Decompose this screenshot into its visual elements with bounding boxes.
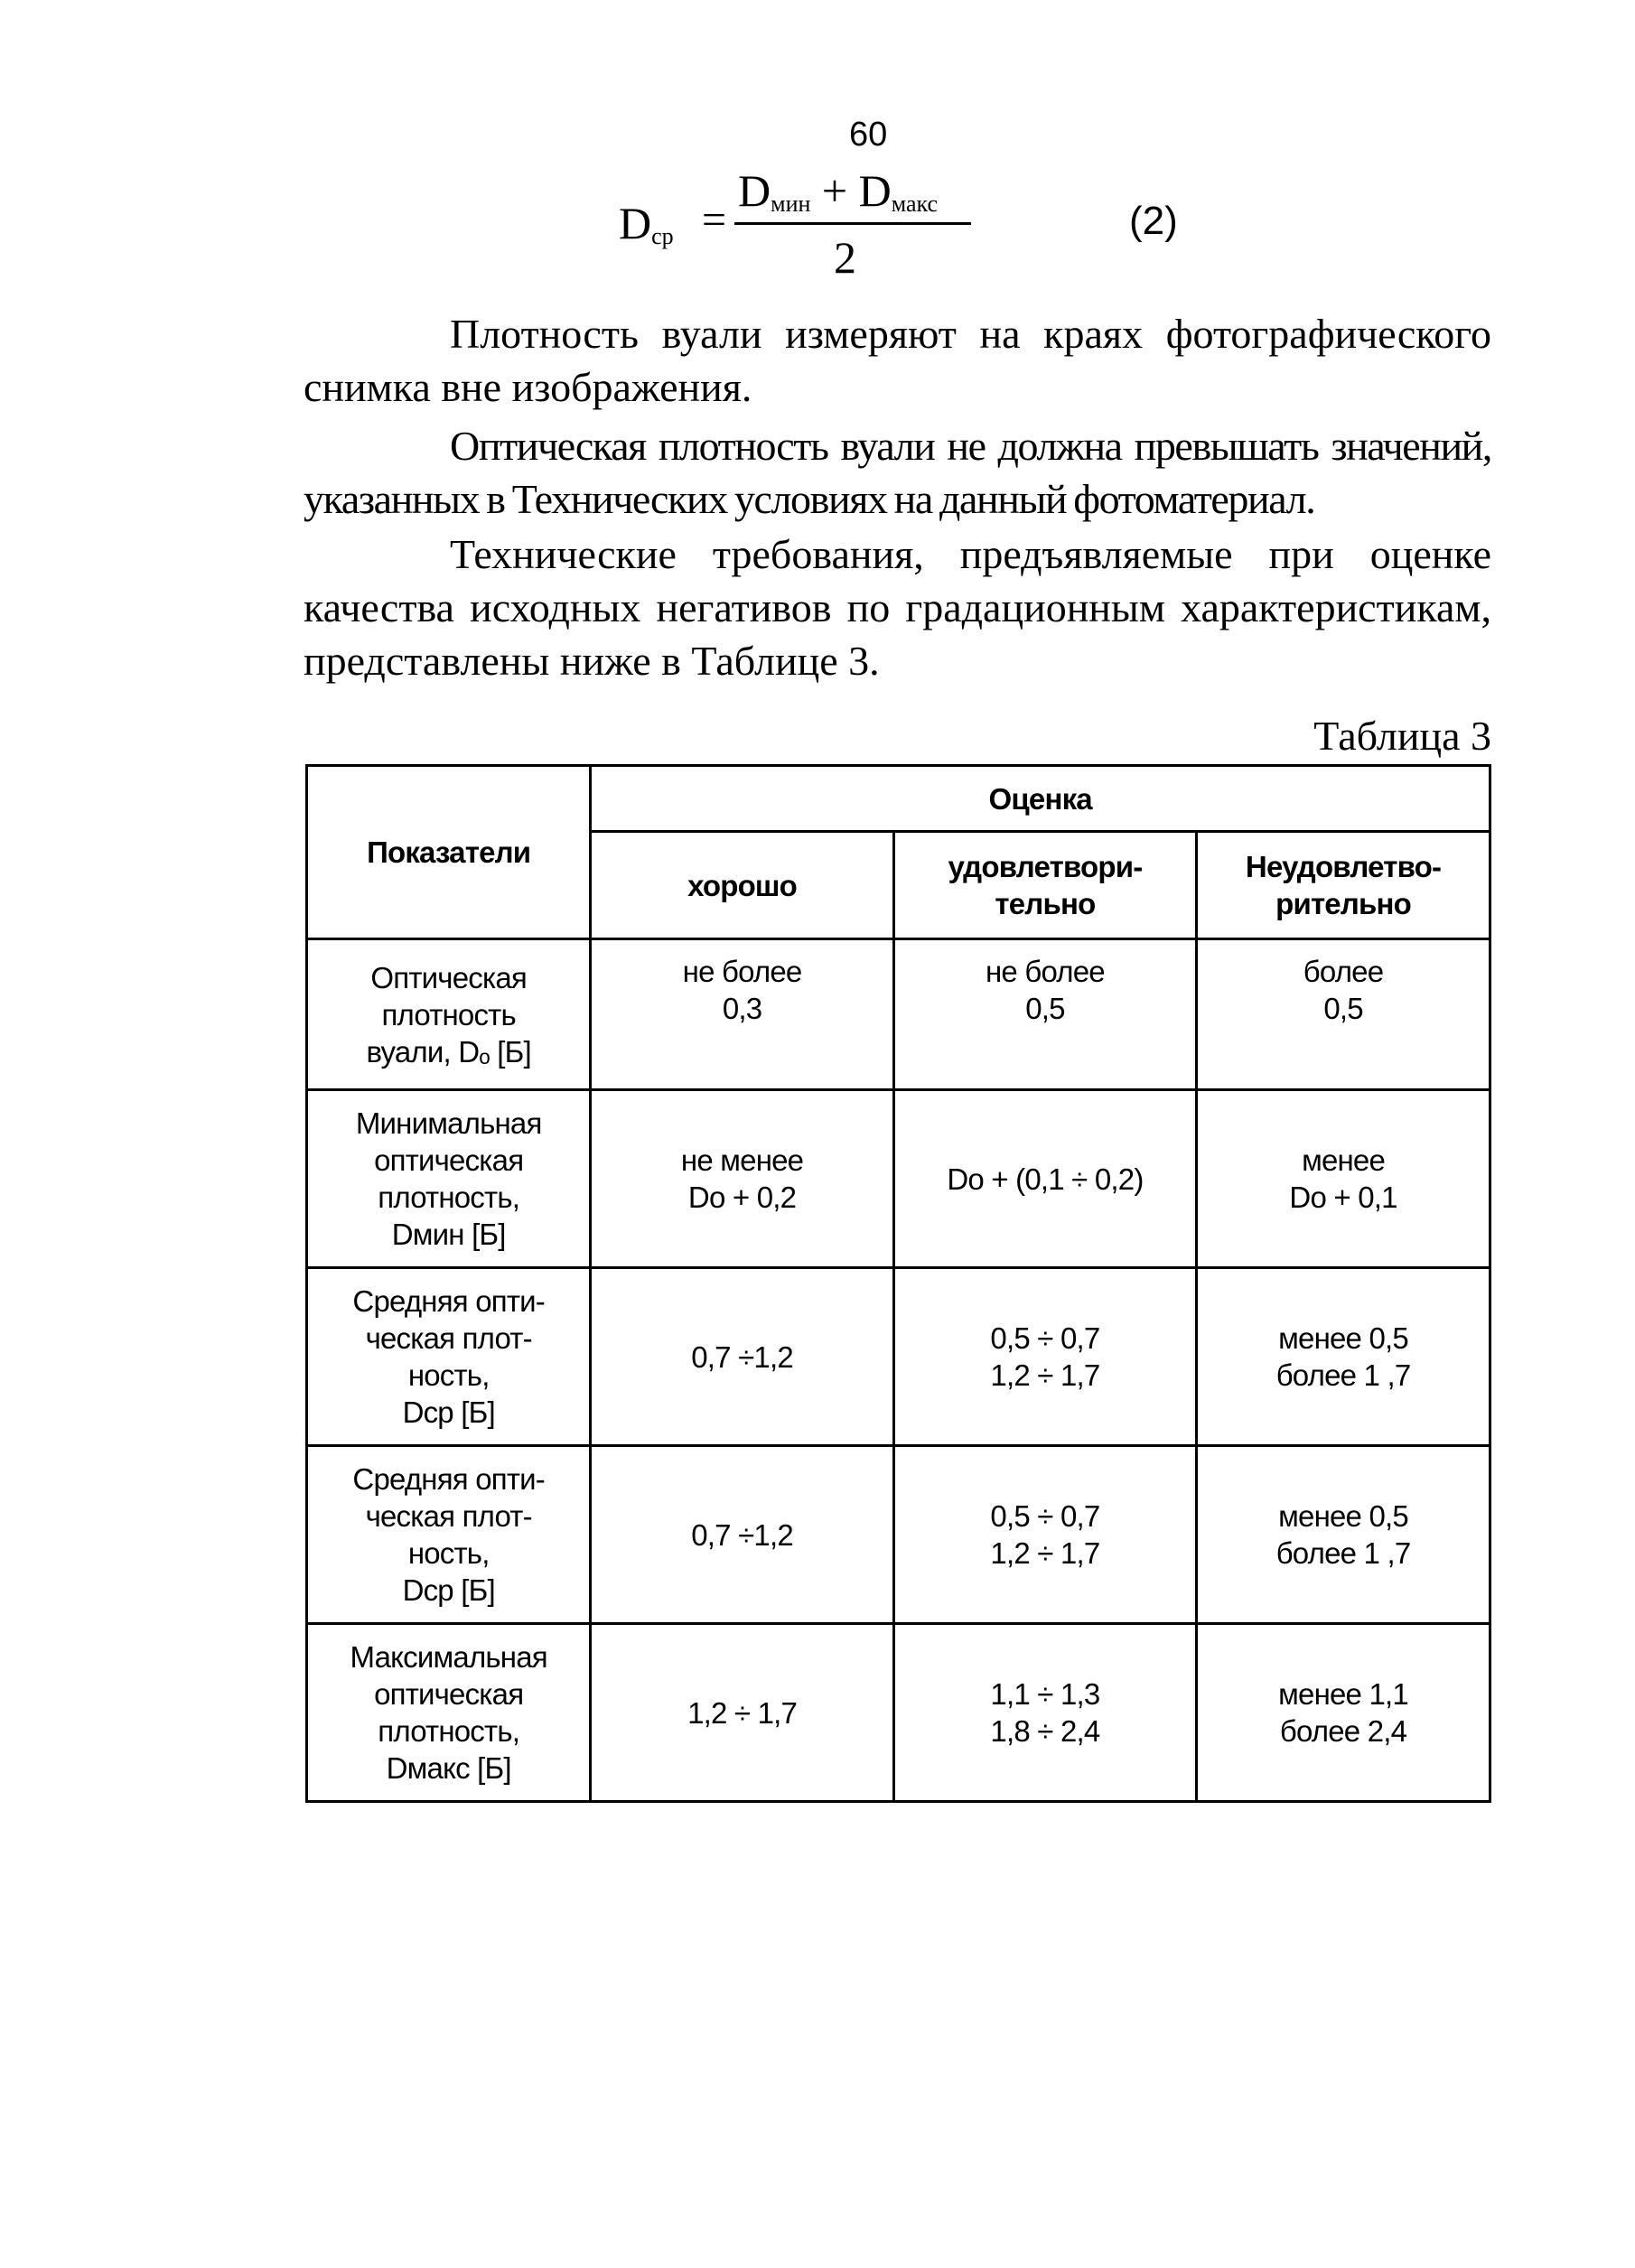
value-unsatisfactory <box>1197 1624 1490 1802</box>
value-satisfactory <box>893 1446 1196 1624</box>
fraction-bar <box>734 222 971 225</box>
cell-line: оптическая <box>374 1143 524 1177</box>
value-satisfactory <box>893 1624 1196 1802</box>
row-indicator <box>307 1268 591 1446</box>
cell-line: 0,5 <box>1323 992 1363 1025</box>
value-good <box>591 1268 893 1446</box>
cell-line: 0,7 ÷1,2 <box>691 1339 793 1374</box>
cell-line: более 1 ,7 <box>1275 1536 1411 1570</box>
cell-line: хорошо <box>687 868 797 902</box>
equation-number: (2) <box>1129 199 1178 243</box>
cell-line: 1,2 ÷ 1,7 <box>687 1695 798 1730</box>
value-good <box>591 1446 893 1624</box>
cell-line: 1,2 ÷ 1,7 <box>990 1536 1100 1570</box>
header-grade-good <box>591 832 893 939</box>
table-caption: Таблица 3 <box>1313 713 1491 759</box>
cell-line: 1,2 ÷ 1,7 <box>990 1358 1100 1392</box>
row-indicator <box>307 1624 591 1802</box>
cell-line: ность, <box>407 1358 490 1392</box>
cell-line: Do + (0,1 ÷ 0,2) <box>947 1162 1144 1196</box>
row-indicator <box>307 939 591 1090</box>
header-assessment: Оценка <box>591 766 1490 832</box>
cell-line: тельно <box>995 887 1096 920</box>
cell-line: 1,8 ÷ 2,4 <box>990 1714 1100 1748</box>
table-row <box>307 1624 1490 1802</box>
cell-line: Do + 0,2 <box>687 1181 797 1214</box>
paragraph-requirements: Технические требования, предъявляемые при оценке качества исходных негативов по градационным характеристикам, представлены ниже в Таблице 3. <box>304 531 1491 684</box>
cell-line: не более <box>986 955 1105 988</box>
paragraph-fog-limit: Оптическая плотность вуали не должна превышать значений, указанных в Технических условиях на данный фотоматериал. <box>304 423 1491 522</box>
cell-line: менее 1,1 <box>1278 1677 1408 1711</box>
cell-line: Do + 0,1 <box>1289 1181 1397 1214</box>
value-unsatisfactory <box>1197 939 1490 1090</box>
value-good <box>591 1624 893 1802</box>
value-satisfactory <box>893 1268 1196 1446</box>
cell-line: не более <box>682 955 802 988</box>
cell-line: 0,5 ÷ 0,7 <box>990 1499 1100 1533</box>
value-good <box>591 939 893 1090</box>
cell-line: Dмакс [Б] <box>386 1751 511 1785</box>
cell-line: Dср [Б] <box>402 1573 495 1607</box>
header-grade-unsatisfactory <box>1197 832 1490 939</box>
cell-line: ческая плот- <box>365 1499 532 1533</box>
cell-line: не менее <box>680 1143 804 1177</box>
cell-line: Средняя опти- <box>352 1284 545 1318</box>
formula-numerator: $D_{мин} + D_{макс}$ <box>738 165 939 217</box>
assessment-table <box>305 764 1491 1803</box>
cell-line: Оптическая <box>370 960 527 994</box>
paragraph-fog-measurement: Плотность вуали измеряют на краях фотографического снимка вне изображения. <box>304 311 1491 410</box>
header-grade-satisfactory <box>893 832 1196 939</box>
cell-line: 0,5 <box>1025 992 1065 1025</box>
cell-line: Средняя опти- <box>352 1462 545 1496</box>
table-row <box>307 939 1490 1090</box>
cell-line: ческая плот- <box>365 1321 532 1355</box>
cell-line: 0,5 ÷ 0,7 <box>990 1321 1100 1355</box>
value-satisfactory <box>893 939 1196 1090</box>
cell-line: Неудовлетво- <box>1245 850 1442 883</box>
cell-line: рительно <box>1275 887 1411 920</box>
table-row <box>307 1268 1490 1446</box>
cell-line: менее 0,5 <box>1278 1321 1408 1355</box>
row-indicator <box>307 1090 591 1268</box>
cell-line: Максимальная <box>350 1640 547 1674</box>
cell-line: плотность, <box>378 1714 520 1748</box>
formula-equals: = <box>702 196 727 244</box>
cell-line: более 1 ,7 <box>1275 1358 1411 1392</box>
table-row <box>307 1446 1490 1624</box>
cell-line: 1,1 ÷ 1,3 <box>990 1677 1100 1711</box>
value-unsatisfactory <box>1197 1268 1490 1446</box>
cell-line: более <box>1303 955 1384 988</box>
value-satisfactory <box>893 1090 1196 1268</box>
cell-line: Минимальная <box>355 1106 542 1140</box>
cell-line: плотность <box>381 997 516 1031</box>
cell-line: удовлетвори- <box>948 850 1143 883</box>
cell-line: более 2,4 <box>1279 1714 1407 1748</box>
value-unsatisfactory <box>1197 1446 1490 1624</box>
header-indicator: Показатели <box>307 766 591 939</box>
page-number: 60 <box>849 116 888 154</box>
cell-line: ность, <box>407 1536 490 1570</box>
cell-line: 0,3 <box>722 992 762 1025</box>
formula-lhs: $D_{ср}$ <box>619 198 674 249</box>
cell-line: Dмин [Б] <box>391 1218 506 1251</box>
cell-line: плотность, <box>378 1181 520 1214</box>
cell-line: менее <box>1302 1143 1386 1177</box>
cell-line: Dср [Б] <box>402 1395 495 1429</box>
row-indicator <box>307 1446 591 1624</box>
value-unsatisfactory <box>1197 1090 1490 1268</box>
cell-line: вуали, Dₒ [Б] <box>366 1034 531 1069</box>
table-row <box>307 1090 1490 1268</box>
value-good <box>591 1090 893 1268</box>
formula-denominator: 2 <box>834 232 856 283</box>
formula <box>619 161 998 283</box>
cell-line: 0,7 ÷1,2 <box>691 1517 793 1552</box>
cell-line: оптическая <box>374 1677 524 1711</box>
cell-line: менее 0,5 <box>1278 1499 1408 1533</box>
